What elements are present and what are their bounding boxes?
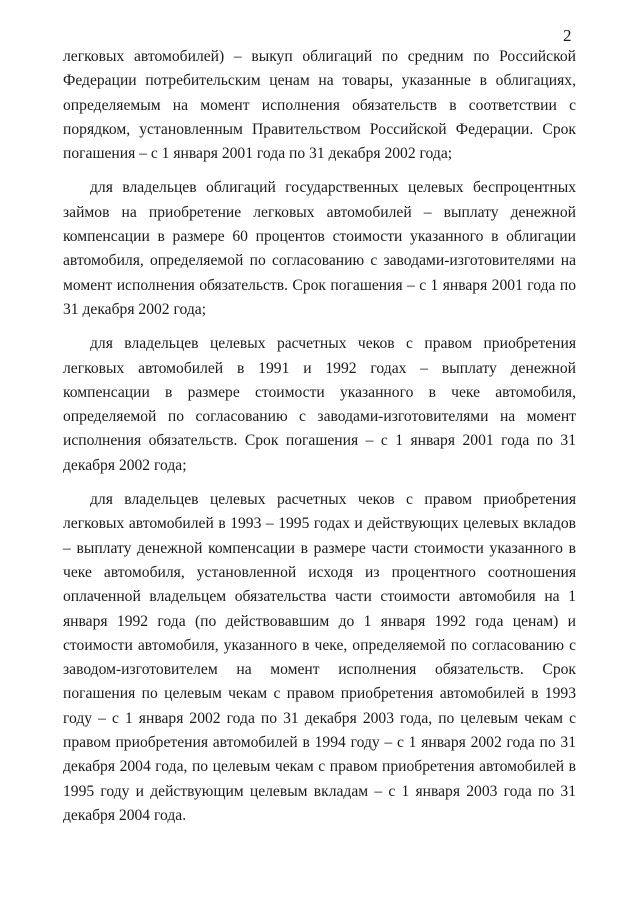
- page-number: 2: [563, 26, 572, 45]
- paragraph-checks-1991-1992: для владельцев целевых расчетных чеков с правом приобретения легковых автомобилей в 1991 и 1992 годах – выплату денежной компенсации в размере стоимости указанного в чеке автомобиля, определяемой по согласованию с заводами-изготовителями на момент исполнения обязательств. Срок погашения – с 1 января 2001 года по 31 декабря 2002 года;: [63, 335, 576, 474]
- paragraph-bond-holders: для владельцев облигаций государственных целевых беспроцентных займов на приобретение легковых автомобилей – выплату денежной компенсации в размере 60 процентов стоимости указанного в облигации автомобиля, определяемой по согласованию с заводами-изготовителями на момент исполнения обязательств. Срок погашения – с 1 января 2001 года по 31 декабря 2002 года;: [63, 179, 576, 318]
- paragraph-checks-1993-1995: для владельцев целевых расчетных чеков с правом приобретения легковых автомобилей в 1993 – 1995 годах и действующих целевых вкладов – выплату денежной компенсации в размере части стоимости указанного в чеке автомобиля, установленной исходя из процентного соотношения оплаченной владельцем обязательства части стоимости автомобиля на 1 января 1992 года (по действовавшим до 1 января 1992 года ценам) и стоимости автомобиля, указанного в чеке, определяемой по согласованию с заводом-изготовителем на момент исполнения обязательств. Срок погашения по целевым чекам с правом приобретения автомобилей в 1993 году – с 1 января 2002 года по 31 декабря 2003 года, по целевым чекам с правом приобретения автомобилей в 1994 году – с 1 января 2002 года по 31 декабря 2004 года, по целевым чекам с правом приобретения автомобилей в 1995 году и действующим целевым вкладам – с 1 января 2003 года по 31 декабря 2004 года.: [63, 491, 576, 824]
- document-body: [63, 45, 576, 838]
- paragraph-continuation: легковых автомобилей) – выкуп облигаций по средним по Российской Федерации потребительским ценам на товары, указанные в облигациях, определяемым на момент исполнения обязательств в соответствии с порядком, установленным Правительством Российской Федерации. Срок погашения – с 1 января 2001 года по 31 декабря 2002 года;: [63, 48, 576, 163]
